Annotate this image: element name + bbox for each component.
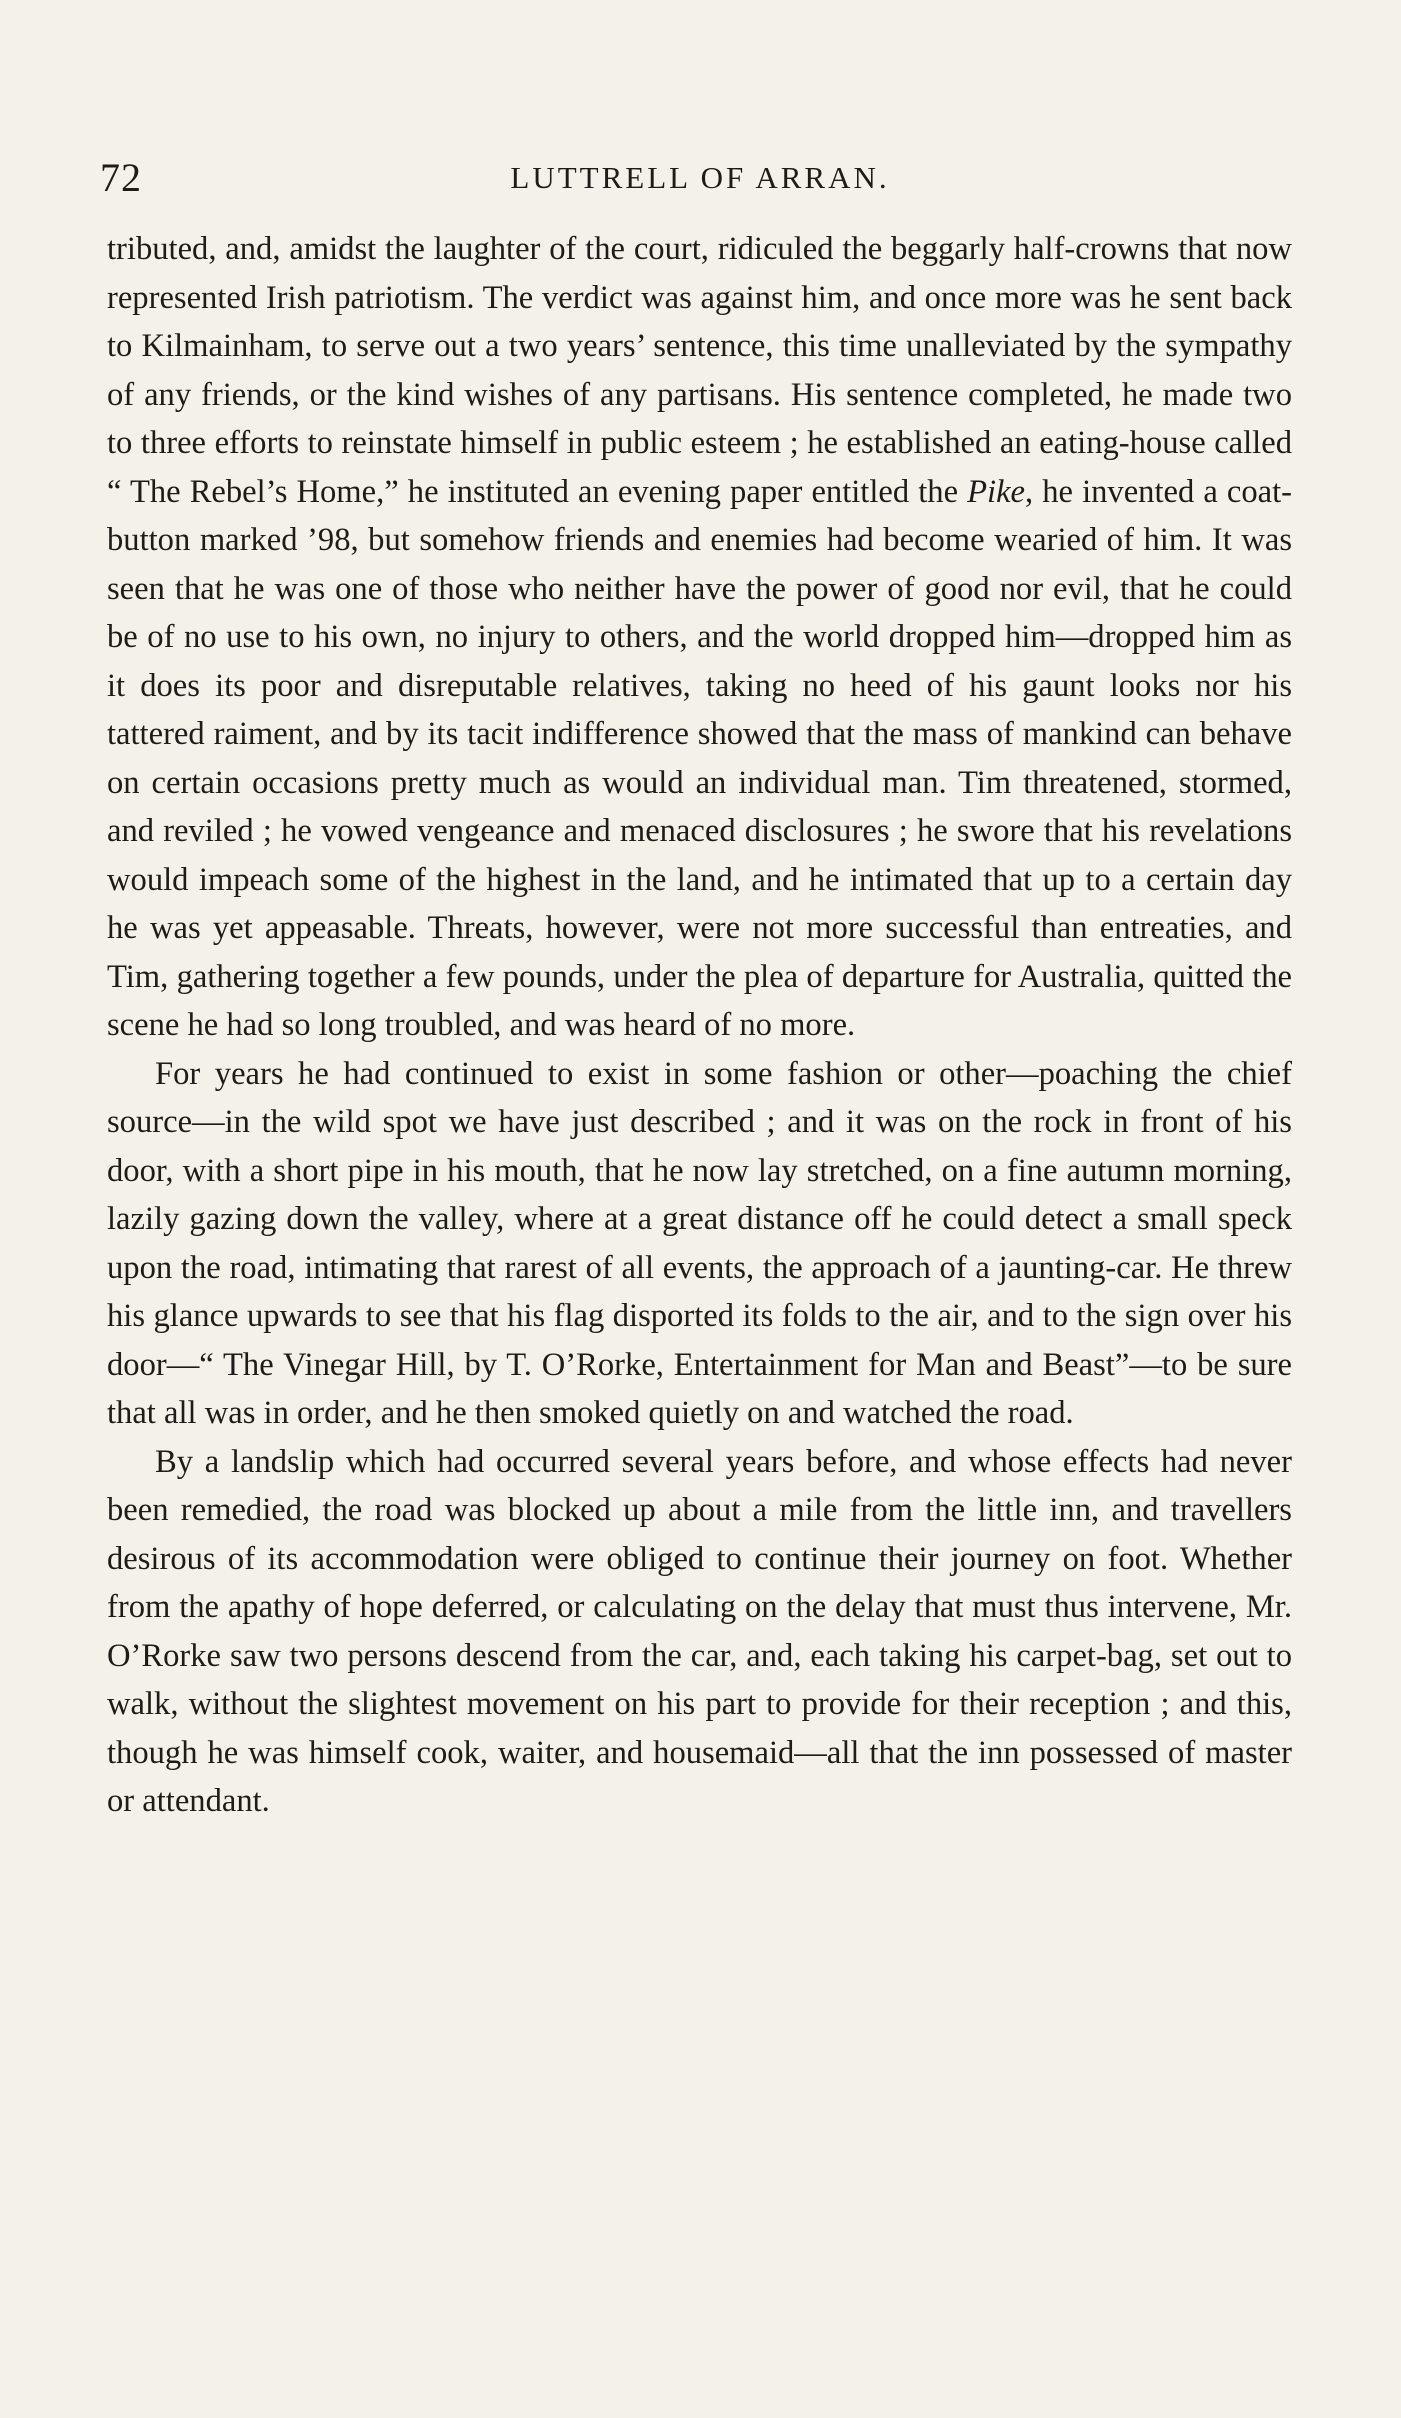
paper-title-pike: Pike — [967, 473, 1026, 510]
page-number: 72 — [100, 155, 142, 200]
running-title: LUTTRELL OF ARRAN. — [510, 160, 890, 195]
paragraph-3: By a landslip which had occurred several years before, and whose effects had never been remedied, the road was blocked up about a mile from the little inn, and travellers desirous of its accommodation were obliged to continue their journey on foot. Whether from the apathy of hope deferred, or calculating on the delay that must thus intervene, Mr. O’Rorke saw two persons descend from the car, and, each taking his carpet-bag, set out to walk, without the slightest movement on his part to provide for their reception ; and this, though he was himself cook, waiter, and housemaid—all that the inn possessed of master or attendant. — [107, 1443, 1292, 1819]
paragraph-1 — [107, 225, 1292, 1050]
paragraph-1-part-2: , he invented a coat-button marked ’98, but somehow friends and enemies had become wearied of him. It was seen that he was one of those who neither have the power of good nor evil, that he could be of no use to his own, no injury to others, and the world dropped him—dropped him as it does its poor and disreputable relatives, taking no heed of his gaunt looks nor his tattered raiment, and by its tacit indifference showed that the mass of mankind can behave on certain occasions pretty much as would an individual man. Tim threatened, stormed, and reviled ; he vowed vengeance and menaced disclosures ; he swore that his revelations would impeach some of the highest in the land, and he intimated that up to a certain day he was yet appeasable. Threats, however, were not more successful than entreaties, and Tim, gathering together a few pounds, under the plea of departure for Australia, quitted the scene he had so long troubled, and was heard of no more. — [107, 473, 1292, 1043]
paragraph-1-part-1: tributed, and, amidst the laughter of the court, ridiculed the beggarly half-crowns that now represented Irish patriotism. The verdict was against him, and once more was he sent back to Kilmainham, to serve out a two years’ sentence, this time unalleviated by the sympathy of any friends, or the kind wishes of any partisans. His sentence completed, he made two to three efforts to reinstate himself in public esteem ; he established an eating-house called “ The Rebel’s Home,” he instituted an evening paper entitled the — [107, 231, 1292, 510]
body-text — [107, 225, 1292, 1826]
page-header — [100, 148, 1300, 208]
paragraph-2: For years he had continued to exist in some fashion or other—poaching the chief source—in the wild spot we have just described ; and it was on the rock in front of his door, with a short pipe in his mouth, that he now lay stretched, on a fine autumn morning, lazily gazing down the valley, where at a great distance off he could detect a small speck upon the road, intimating that rarest of all events, the approach of a jaunting-car. He threw his glance upwards to see that his flag disported its folds to the air, and to the sign over his door—“ The Vinegar Hill, by T. O’Rorke, Entertainment for Man and Beast”—to be sure that all was in order, and he then smoked quietly on and watched the road. — [107, 1055, 1292, 1431]
